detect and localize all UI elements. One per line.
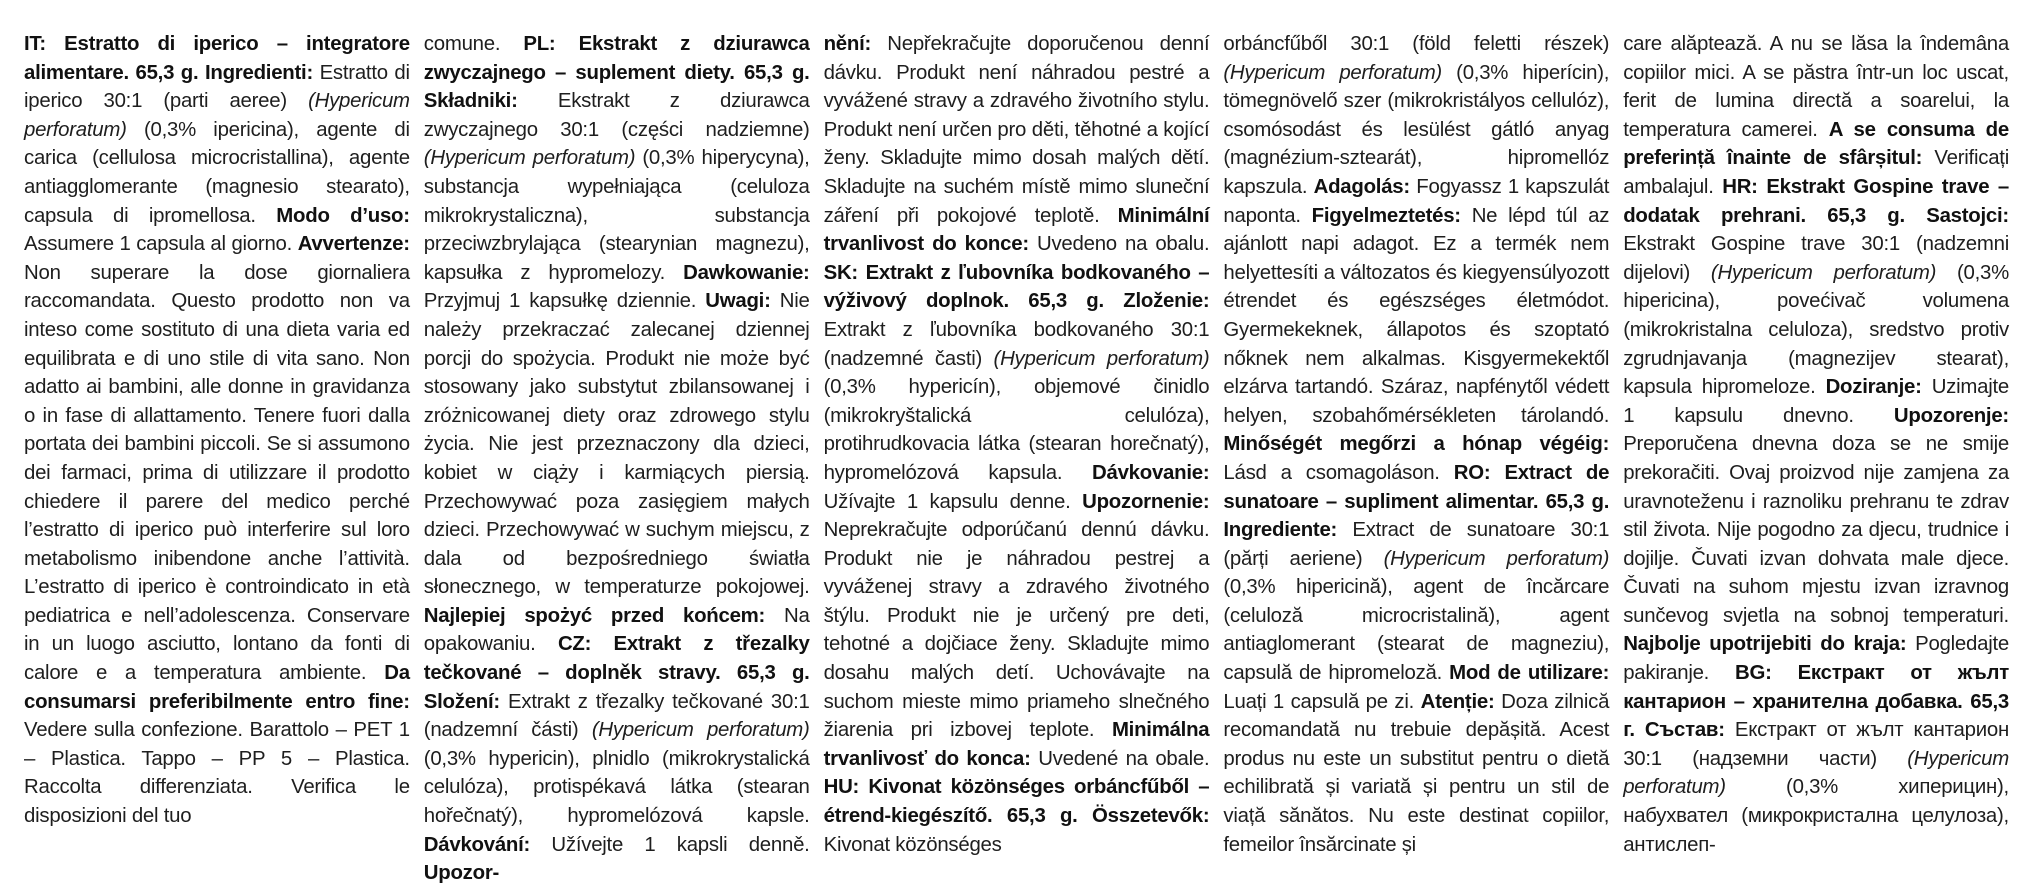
bold-text-run: Upozor- xyxy=(423,862,500,885)
bold-text-run: Minimálna trvanlivosť do konca: xyxy=(823,719,1210,770)
italic-text-run: (Hypericum perforatum) xyxy=(24,90,410,141)
bold-text-run: Upozorenje: xyxy=(1893,404,2009,427)
text-run: Extrakt z ľubovníka bodkovaného 30:1 (nadzemné časti) xyxy=(823,318,1210,370)
bold-text-run: Najbolje upotrijebiti do kraja: xyxy=(1623,633,1916,656)
bold-text-run: PL: Ekstrakt z dziurawca zwyczajnego – suplement diety. 65,3 g. Składniki: xyxy=(423,33,810,113)
text-run: Uzimajte 1 kapsulu dnevno. xyxy=(1623,376,2009,427)
bold-text-run: Doziranje: xyxy=(1825,376,1932,399)
bold-text-run: Najlepiej spożyć przed końcem: xyxy=(423,604,785,627)
text-run: Non superare la dose giornaliera raccomandata. Questo prodotto non va inteso come sostituto di una dieta varia ed equilibrata e di uno stile di vita sano. Non adatto ai bambini, alle donne in gravidanza o in fase di allattamento. Tenere fuori dalla portata dei bambini piccoli. Se si assumono dei farmaci, prima di utilizzare il prodotto chiedere il parere del medico perché l’estratto di iperico può interferire sul loro metabolismo inibendone anche l’attività. L’estratto di iperico è controindicato in età pediatrica e nell’adolescenza. Conservare in un luogo asciutto, lontano da fonti di calore e a temperatura ambiente. xyxy=(24,261,410,685)
bold-text-run: A se consuma de preferință înainte de sfârșitul: xyxy=(1623,118,2009,170)
text-run: (0,3% hypericín), objemové činidlo (mikrokryštalická celulóza), protihrudkovacia látka (stearan horečnatý), hypromelózová kapsula. xyxy=(823,376,1210,484)
bold-text-run: Atenție: xyxy=(1420,690,1502,713)
text-run: orbáncfűből 30:1 (föld feletti részek) xyxy=(1223,33,1610,55)
text-run: Na opakowaniu. xyxy=(423,604,810,656)
text-column-4 xyxy=(1223,30,1610,856)
text-run: Kivonat közönséges xyxy=(823,833,1002,856)
text-run: Verificați ambalajul. xyxy=(1623,147,2009,198)
italic-text-run: (Hypericum perforatum) xyxy=(591,719,810,742)
bold-text-run: Mod de utilizare: xyxy=(1449,662,1610,685)
bold-text-run: RO: Extract de sunatoare – supliment alimentar. 65,3 g. Ingrediente: xyxy=(1223,461,1610,542)
text-run: Fogyassz 1 kapszulát naponta. xyxy=(1223,175,1610,227)
text-run: (0,3% хиперицин), набухвател (микрокристална целулоза), антислеп- xyxy=(1623,776,2009,856)
text-run: Neprekračujte odporúčanú dennú dávku. Produkt nie je náhradou pestrej a vyváženej stravy a zdravého životného štýlu. Produkt nie je určený pre deti, tehotné a dojčiace ženy. Skladujte mimo dosahu malých detí. Uchovávajte na suchom mieste mimo priameho slnečného žiarenia pri izbovej teplote. xyxy=(823,519,1210,742)
bold-text-run: Upozornenie: xyxy=(1082,490,1210,513)
text-column-1 xyxy=(24,30,410,846)
text-run: Vedere sulla confezione. Barattolo – PET 1 – Plastica. Tappo – PP 5 – Plastica. Raccolta differenziata. Verifica le disposizioni del tuo xyxy=(24,719,410,828)
italic-text-run: (Hypericum perforatum) xyxy=(1710,261,1937,284)
text-run: Preporučena dnevna doza se ne smije prekoračiti. Ovaj proizvod nije zamjena za uravnoteženu i raznoliku prehranu te zdrav stil života. Nije pogodno za djecu, trudnice i dojilje. Čuvati izvan dohvata male djece. Čuvati na suhom mjestu izvan izravnog sunčevog svjetla na sobnoj temperaturi. xyxy=(1623,433,2009,627)
bold-text-run: SK: Extrakt z ľubovníka bodkovaného – výživový doplnok. 65,3 g. Zloženie: xyxy=(823,261,1210,313)
bold-text-run: Dawkowanie: xyxy=(683,261,810,284)
italic-text-run: (Hypericum perforatum) xyxy=(1223,61,1442,84)
text-column-3 xyxy=(823,30,1210,856)
text-run: comune. xyxy=(423,33,524,55)
bold-text-run: Avvertenze: xyxy=(297,233,410,256)
text-column-2 xyxy=(423,30,810,885)
text-run: (0,3% hipericină), agent de încărcare (celuloză microcristalină), agent antiaglomerant (stearat de magneziu), capsulă de hipromeloză. xyxy=(1223,576,1610,685)
italic-text-run: (Hypericum perforatum) xyxy=(423,147,636,170)
text-run: Przyjmuj 1 kapsułkę dziennie. xyxy=(423,290,706,313)
bold-text-run: Minimální trvanlivost do konce: xyxy=(823,204,1210,256)
text-run: Pogledajte pakiranje. xyxy=(1623,633,2009,685)
bold-text-run: Figyelmeztetés: xyxy=(1311,204,1472,227)
text-run: (0,3% hiperícin), tömegnövelő szer (mikrokristályos cellulóz), csomósodást és lesülést gátló anyag (magnézium-sztearát), hipromellóz kapszula. xyxy=(1223,61,1610,198)
bold-text-run: Da consumarsi preferibilmente entro fine: xyxy=(24,662,410,713)
bold-text-run: CZ: Extrakt z třezalky tečkované – doplněk stravy. 65,3 g. Složení: xyxy=(423,633,810,713)
bold-text-run: nění: xyxy=(823,33,888,55)
text-run: Uvedené na obale. xyxy=(1038,747,1210,770)
text-run: Estratto di iperico 30:1 (parti aeree) xyxy=(24,61,410,113)
text-run: Uvedeno na obalu. xyxy=(1037,233,1210,256)
bold-text-run: HR: Ekstrakt Gospine trave – dodatak prehrani. 65,3 g. Sastojci: xyxy=(1623,175,2009,227)
text-run: Assumere 1 capsula al giorno. xyxy=(24,233,298,256)
text-run: Luați 1 capsulă pe zi. xyxy=(1223,690,1421,713)
text-run: Ekstrakt Gospine trave 30:1 (nadzemni dijelovi) xyxy=(1623,233,2009,284)
text-run: Nepřekračujte doporučenou denní dávku. Produkt není náhradou pestré a vyvážené stravy a zdravého životního stylu. Produkt není určen pro děti, těhotné a kojící ženy. Skladujte mimo dosah malých dětí. Skladujte na suchém místě mimo sluneční záření při pokojové teplotě. xyxy=(823,33,1210,227)
text-run: Екстракт от жълт кантарион 30:1 (надземни части) xyxy=(1623,719,2009,770)
text-run: Ne lépd túl az ajánlott napi adagot. Ez a termék nem helyettesíti a változatos és kiegyensúlyozott étrendet és egészséges életmódot. Gyermekeknek, állapotos és szoptató nőknek nem alkalmas. Kisgyermekektől elzárva tartandó. Száraz, napfénytől védett helyen, szobahőmérsékleten tárolandó. xyxy=(1223,204,1610,427)
text-run: Extrakt z třezalky tečkované 30:1 (nadzemní části) xyxy=(423,690,810,742)
text-run: (0,3% hipericina), povećivač volumena (mikrokristalna celuloza), sredstvo protiv zgrudnjavanja (magnezijev stearat), kapsula hipromeloze. xyxy=(1623,261,2009,399)
bold-text-run: Uwagi: xyxy=(705,290,780,313)
text-run: Doza zilnică recomandată nu trebuie depășită. Acest produs nu este un substitut pentru o dietă echilibrată și variată și pentru un stil de viață sănătos. Nu este destinat copiilor, femeilor însărcinate și xyxy=(1223,690,1610,856)
text-run: (0,3% ipericina), agente di carica (cellulosa microcristallina), agente antiagglomerante (magnesio stearato), capsula di ipromellosa. xyxy=(24,118,410,227)
text-run: Extract de sunatoare 30:1 (părți aeriene) xyxy=(1223,519,1610,570)
bold-text-run: Dávkovanie: xyxy=(1092,461,1210,484)
bold-text-run: IT: Estratto di iperico – integratore alimentare. 65,3 g. Ingredienti: xyxy=(24,33,410,84)
bold-text-run: HU: Kivonat közönséges orbáncfűből – étrend-kiegészítő. 65,3 g. Összetevők: xyxy=(823,776,1210,828)
bold-text-run: Dávkování: xyxy=(423,833,552,856)
text-run: care alăptează. A nu se lăsa la îndemâna copiilor mici. A se păstra într-un loc uscat, ferit de lumina directă a soarelui, la temperatura camerei. xyxy=(1623,33,2009,141)
text-run: Užívajte 1 kapsulu denne. xyxy=(823,490,1083,513)
text-run: Nie należy przekraczać zalecanej dziennej porcji do spożycia. Produkt nie może być stosowany jako substytut zbilansowanej i zróżnicowanej diety oraz zdrowego stylu życia. Nie jest przeznaczony dla dzieci, kobiet w ciąży i karmiących piersią. Przechowywać poza zasięgiem małych dzieci. Przechowywać w suchym miejscu, z dala od bezpośredniego światła słonecznego, w temperaturze pokojowej. xyxy=(423,290,810,599)
bold-text-run: Minőségét megőrzi a hónap végéig: xyxy=(1223,433,1610,456)
text-run: Lásd a csomagoláson. xyxy=(1223,461,1454,484)
bold-text-run: Adagolás: xyxy=(1313,175,1417,198)
text-run: Ekstrakt z dziurawca zwyczajnego 30:1 (części nadziemne) xyxy=(423,90,810,141)
text-column-5 xyxy=(1623,30,2009,856)
text-run: (0,3% hiperycyna), substancja wypełniająca (celuloza mikrokrystaliczna), substancja przeciwzbrylająca (stearynian magnezu), kapsułka z hypromelozy. xyxy=(423,147,810,284)
italic-text-run: (Hypericum perforatum) xyxy=(993,347,1210,370)
bold-text-run: BG: Екстракт от жълт кантарион – хранителна добавка. 65,3 г. Състав: xyxy=(1623,662,2009,742)
italic-text-run: (Hypericum perforatum) xyxy=(1383,547,1610,570)
italic-text-run: (Hypericum perforatum) xyxy=(1623,747,2009,799)
text-run: (0,3% hypericin), plnidlo (mikrokrystalická celulóza), protispékavá látka (stearan hořečnatý), hypromelózová kapsle. xyxy=(423,747,810,828)
bold-text-run: Modo d’uso: xyxy=(276,204,410,227)
text-run: Užívejte 1 kapsli denně. xyxy=(551,833,810,856)
